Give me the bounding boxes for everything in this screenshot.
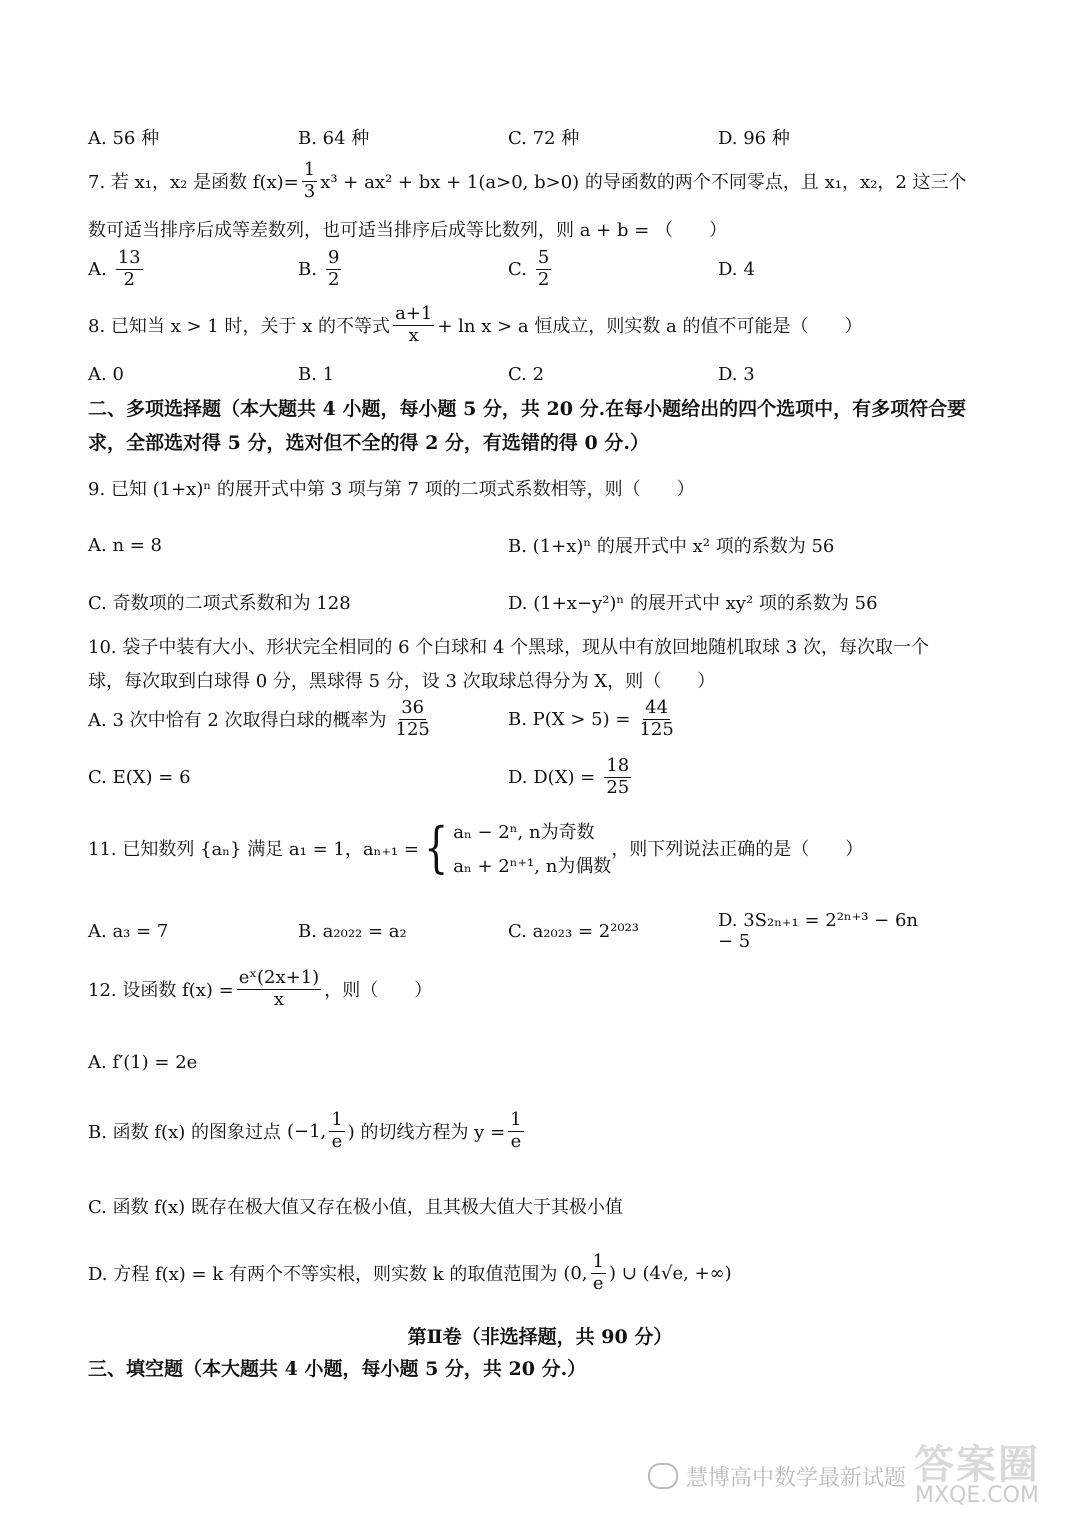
wechat-icon <box>648 1463 678 1489</box>
q9-option-a: A. n = 8 <box>88 534 163 556</box>
q8-option-c: C. 2 <box>508 364 545 385</box>
q10-stem-line1: 10. 袋子中装有大小、形状完全相同的 6 个白球和 4 个黑球，现从中有放回地随机取球 3 次，每次取一个 <box>88 637 930 658</box>
q11-piecewise: { aₙ − 2ⁿ, n为奇数 aₙ + 2ⁿ⁺¹, n为偶数 <box>424 816 612 879</box>
q10-options-row1 <box>88 698 1000 740</box>
q8-option-b: B. 1 <box>298 364 335 385</box>
q7-option-c: C. $\frac{5}{2}$ <box>508 247 550 290</box>
q10-stem-line2: 球，每次取到白球得 0 分，黑球得 5 分，设 3 次取球总得分为 X，则（ ） <box>88 671 716 692</box>
q7-options <box>88 248 1000 290</box>
q8-options <box>88 364 1000 385</box>
q7-fraction: $\frac{1}{3}$ <box>303 159 316 202</box>
q12-stem: 12. 设函数 f(x) = $\frac{\text{eˣ(2x+1)}}{x}$ ，则（ ） <box>88 967 433 1010</box>
q9-options-row2 <box>88 589 1000 615</box>
q8-option-a: A. 0 <box>88 364 124 385</box>
q8-stem: 8. 已知当 x > 1 时，关于 x 的不等式 $\frac{a+1}{x}$ + ln x > a 恒成立，则实数 a 的值不可能是（ ） <box>88 303 863 346</box>
section-2-heading: 二、多项选择题（本大题共 4 小题，每小题 5 分，共 20 分.在每小题给出的四个选项中，有多项符合要求，全部选对得 5 分，选对但不全的得 2 分，有选错的得 0 分.） <box>88 398 967 454</box>
q10-option-a: A. 3 次中恰有 2 次取得白球的概率为 $\frac{36}{125}$ <box>88 697 430 740</box>
q7-option-a: A. $\frac{13}{2}$ <box>88 247 141 290</box>
q11-option-b: B. a₂₀₂₂ = a₂ <box>298 920 407 942</box>
q6-options <box>88 124 1000 150</box>
q7-option-d: D. 4 <box>718 258 755 280</box>
q11-options <box>88 910 1000 952</box>
q6-option-a: A. 56 种 <box>88 128 160 149</box>
q10-options-row2 <box>88 756 1000 798</box>
q9-option-d: D. (1+x−y²)ⁿ 的展开式中 xy² 项的系数为 56 <box>508 593 878 614</box>
q11-stem: 11. 已知数列 {aₙ} 满足 a₁ = 1，aₙ₊₁ = { aₙ − 2ⁿ, n为奇数 aₙ + 2ⁿ⁺¹, n为偶数 ，则下列说法正确的是（ ） <box>88 816 864 879</box>
watermark-logo: 答案圈 MXQE.COM <box>914 1442 1040 1508</box>
section-3-heading: 三、填空题（本大题共 4 小题，每小题 5 分，共 20 分.） <box>88 1358 587 1380</box>
q12-fraction: $\frac{\text{eˣ(2x+1)}}{x}$ <box>238 967 320 1010</box>
q6-option-b: B. 64 种 <box>298 128 370 149</box>
q8-fraction: $\frac{a+1}{x}$ <box>395 303 433 346</box>
q12-option-d: D. 方程 f(x) = k 有两个不等实根，则实数 k 的取值范围为 (0, $\frac{1}{e}$ ) ∪ (4√e, +∞) <box>88 1251 732 1294</box>
q9-option-b: B. (1+x)ⁿ 的展开式中 x² 项的系数为 56 <box>508 536 835 557</box>
q11-option-d: D. 3S₂ₙ₊₁ = 2²ⁿ⁺³ − 6n − 5 <box>718 910 919 952</box>
q7-stem-line1: 7. 若 x₁，x₂ 是函数 f(x)= $\frac{1}{3}$ x³ + ax² + bx + 1(a>0, b>0) 的导函数的两个不同零点，且 x₁，x₂，2 这三个 <box>88 159 967 202</box>
q11-option-c: C. a₂₀₂₃ = 2²⁰²³ <box>508 920 640 942</box>
q12-option-a: A. f′(1) = 2e <box>88 1052 198 1073</box>
q12-option-b: B. 函数 f(x) 的图象过点 (−1, $\frac{1}{e}$ ) 的切线方程为 y = $\frac{1}{e}$ <box>88 1109 522 1152</box>
q10-option-d: D. D(X) = $\frac{18}{25}$ <box>508 755 630 798</box>
q9-option-c: C. 奇数项的二项式系数和为 128 <box>88 593 351 614</box>
q7-option-b: B. $\frac{9}{2}$ <box>298 247 340 290</box>
part-2-title: 第Ⅱ卷（非选择题，共 90 分） <box>407 1326 673 1348</box>
q8-option-d: D. 3 <box>718 364 755 385</box>
q12-option-c: C. 函数 f(x) 既存在极大值又存在极小值，且其极大值大于其极小值 <box>88 1197 623 1218</box>
q9-options-row1 <box>88 532 1000 558</box>
q10-option-c: C. E(X) = 6 <box>88 766 191 788</box>
q10-option-b: B. P(X > 5) = $\frac{44}{125}$ <box>508 697 674 740</box>
watermark: 慧博高中数学最新试题 答案圈 MXQE.COM <box>648 1445 1040 1507</box>
q11-option-a: A. a₃ = 7 <box>88 920 169 942</box>
q6-option-d: D. 96 种 <box>718 128 790 149</box>
q6-option-c: C. 72 种 <box>508 128 580 149</box>
q9-stem: 9. 已知 (1+x)ⁿ 的展开式中第 3 项与第 7 项的二项式系数相等，则（ ） <box>88 479 695 500</box>
q7-stem-line2: 数可适当排序后成等差数列，也可适当排序后成等比数列，则 a + b = （ ） <box>88 220 728 241</box>
